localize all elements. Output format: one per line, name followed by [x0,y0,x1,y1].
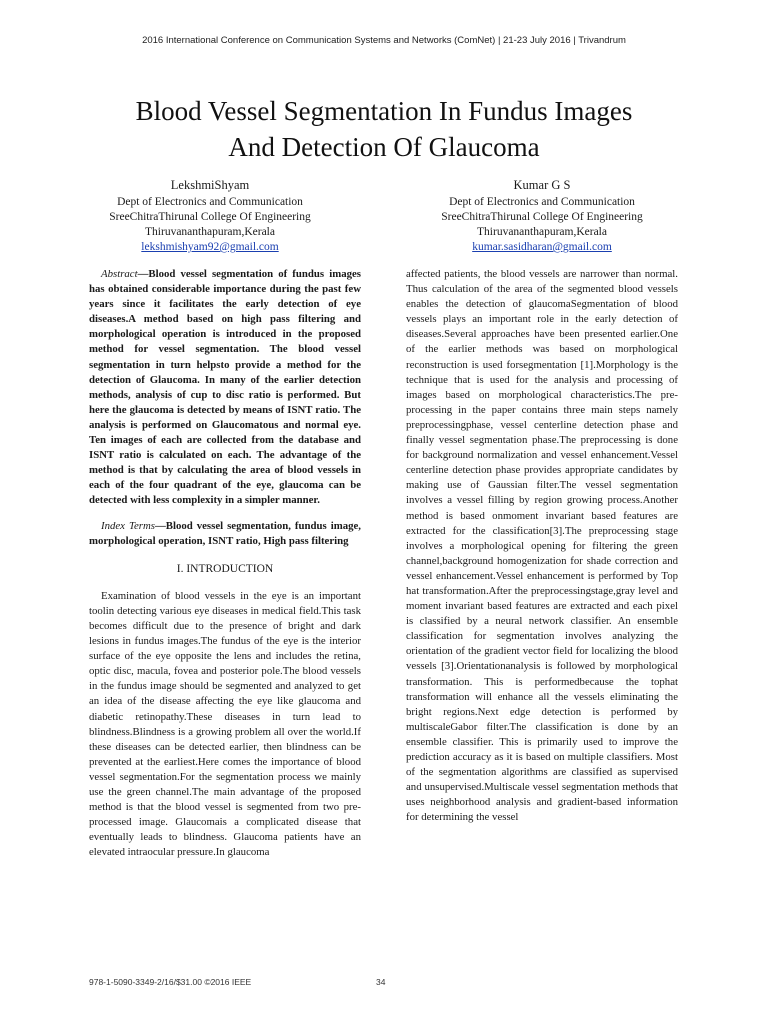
title-line-1: Blood Vessel Segmentation In Fundus Images [135,96,633,126]
footer-copyright: 978-1-5090-3349-2/16/$31.00 ©2016 IEEE [89,977,252,987]
author-dept: Dept of Electronics and Communication [117,196,303,208]
introduction-continued-paragraph: affected patients, the blood vessels are narrower than normal. Thus calculation of the area of the segmented blood vessels enables the detection of glaucomaSegmentation of blood vessels plays an important role in the early detection of diseases.Several approaches have been presented earlier.One of the earlier methods was based on morphological reconstruction is used forsegmentation [1].Morphology is the technique that is used for the analysis and processing of images based on morphological characteristics.The pre-processing in the paper contains three main steps namely preprocessingphase, vessel centerline detection phase and finally vessel segmentation phase.The preprocessing is done for background normalization and vessel enhancement.Vessel centerline detection phase provides appropriate candidates by making use of Gaussian filter.The vessel segmentation involves a vessel filling by region growing process.Another method is based onmoment invariant based features are extracted for the classification[3].The preprocessing stage involves a morphological opening for filtering the green channel,background homogenization for shade correction and vessel enhancement.Vessel enhancement is performed by Top hat transformation.After the preprocessingstage,gray level and moment invariant based features are extracted and each pixel is classified by a neural network classifier. An ensemble classification for segmentation involves analyzing the orientation of the gradient vector field for localizing the blood vessels [3].Orientationanalysis is followed by morphological transformation. This is performedbecause the tophat transformation will enhance all the vessels eliminating the bright regions.Next edge detection is performed by multiscaleGabor filter.The classification is done by an ensemble classifier. This is primarily used to improve the prediction accuracy as it is based on multiple classifiers. Most of the segmentation algorithms are classified as supervised and unsupervised.Multiscale vessel segmentation methods that uses neighborhood analysis and gradient-based information for determining the vessel [406,268,678,824]
author-college: SreeChitraThirunal College Of Engineering [109,211,311,223]
author-email-link[interactable]: kumar.sasidharan@gmail.com [472,241,612,253]
index-terms [89,519,361,549]
author-name: LekshmiShyam [170,178,250,192]
abstract [89,267,361,509]
index-terms-text: —Blood vessel segmentation, fundus image, morphological operation, ISNT ratio, High pass filtering [89,519,361,547]
left-column [89,267,361,860]
author-email-link[interactable]: lekshmishyam92@gmail.com [141,241,279,253]
author-location: Thiruvananthapuram,Kerala [477,226,607,238]
author-name: Kumar G S [513,178,571,192]
author-block-2 [392,178,692,255]
title-line-2: And Detection Of Glaucoma [228,132,540,162]
author-block-1 [60,178,360,255]
author-dept: Dept of Electronics and Communication [449,196,635,208]
conference-header: 2016 International Conference on Communication Systems and Networks (ComNet) | 21-23 July 2016 | Trivandrum [142,35,626,46]
section-heading-introduction: I. INTRODUCTION [176,562,274,575]
page-number: 34 [376,977,386,987]
index-terms-label: Index Terms [101,519,155,532]
introduction-paragraph: Examination of blood vessels in the eye is an important toolin detecting various eye diseases in medical field.This task becomes difficult due to the presence of bright and dark lesions in fundus images.The fundus of the eye is the interior surface of the eye opposite the lens and includes the retina, optic disc, macula, fovea and posterior pole.The blood vessels in the fundus image should be segmented and analyzed to get an idea of the disease affecting the eye like glaucoma and diabetic retinopathy.These diseases in turn lead to blindness.Blindness is a growing problem all over the world.If these diseases can be detected earlier, then blindness can be prevented at the earliest.Here comes the importance of blood vessel segmentation.For the segmentation process we mainly use the green channel.The main advantage of the proposed method is that the blood vessel is segmented from two pre-processed image. Glaucomais a complicated disease that eventually leads to blindness. Glaucoma patients have an elevated intraocular pressure.In glaucoma [89,589,361,859]
abstract-label: Abstract [101,268,138,280]
author-location: Thiruvananthapuram,Kerala [145,226,275,238]
author-college: SreeChitraThirunal College Of Engineering [441,211,643,223]
paper-title [60,93,708,165]
abstract-text: —Blood vessel segmentation of fundus images has obtained considerable importance during the past few years since it facilitates the early detection of eye diseases.A method based on high pass filtering and morphological operation is introduced in the proposed method for vessel segmentation. The blood vessel segmentation in turn helpsto provide a method for the detection of Glaucoma. In many of the earlier detection methods, analysis of cup to disc ratio is performed. But here the glaucoma is detected by means of ISNT ratio. The analysis is performed on Glaucomatous and normal eye. Ten images of each are collected from the database and ISNT ratio is calculated on each. The advantage of the method is that by calculating the area of blood vessels in each of the four quadrant of the eye, glaucoma can be detected with less complexity in a simpler manner. [89,268,361,507]
right-column [406,267,678,825]
